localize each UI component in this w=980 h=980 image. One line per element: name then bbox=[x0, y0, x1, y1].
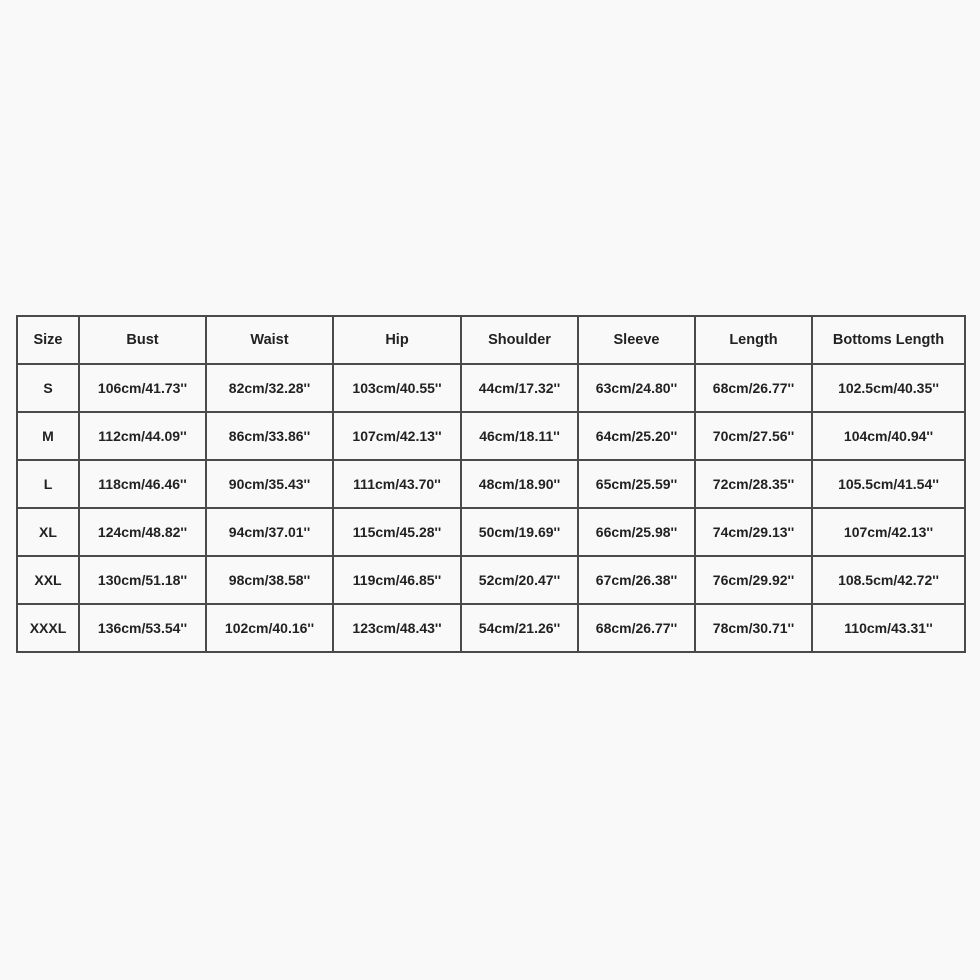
header-cell-length: Length bbox=[695, 316, 812, 364]
header-cell-bust: Bust bbox=[79, 316, 206, 364]
size-cell: XL bbox=[17, 508, 79, 556]
hip-cell: 111cm/43.70'' bbox=[333, 460, 461, 508]
hip-cell: 115cm/45.28'' bbox=[333, 508, 461, 556]
bottoms-length-cell: 105.5cm/41.54'' bbox=[812, 460, 965, 508]
size-cell: L bbox=[17, 460, 79, 508]
header-cell-hip: Hip bbox=[333, 316, 461, 364]
header-cell-waist: Waist bbox=[206, 316, 333, 364]
waist-cell: 82cm/32.28'' bbox=[206, 364, 333, 412]
waist-cell: 98cm/38.58'' bbox=[206, 556, 333, 604]
bust-cell: 106cm/41.73'' bbox=[79, 364, 206, 412]
length-cell: 70cm/27.56'' bbox=[695, 412, 812, 460]
sleeve-cell: 68cm/26.77'' bbox=[578, 604, 695, 652]
length-cell: 74cm/29.13'' bbox=[695, 508, 812, 556]
size-cell: S bbox=[17, 364, 79, 412]
length-cell: 76cm/29.92'' bbox=[695, 556, 812, 604]
bust-cell: 124cm/48.82'' bbox=[79, 508, 206, 556]
hip-cell: 119cm/46.85'' bbox=[333, 556, 461, 604]
header-cell-sleeve: Sleeve bbox=[578, 316, 695, 364]
size-cell: XXL bbox=[17, 556, 79, 604]
size-chart-table bbox=[16, 315, 966, 653]
shoulder-cell: 54cm/21.26'' bbox=[461, 604, 578, 652]
shoulder-cell: 46cm/18.11'' bbox=[461, 412, 578, 460]
table-row bbox=[17, 508, 965, 556]
waist-cell: 90cm/35.43'' bbox=[206, 460, 333, 508]
bottoms-length-cell: 107cm/42.13'' bbox=[812, 508, 965, 556]
table-row bbox=[17, 556, 965, 604]
bottoms-length-cell: 108.5cm/42.72'' bbox=[812, 556, 965, 604]
size-cell: XXXL bbox=[17, 604, 79, 652]
bottoms-length-cell: 102.5cm/40.35'' bbox=[812, 364, 965, 412]
hip-cell: 107cm/42.13'' bbox=[333, 412, 461, 460]
length-cell: 72cm/28.35'' bbox=[695, 460, 812, 508]
table-header-row bbox=[17, 316, 965, 364]
sleeve-cell: 64cm/25.20'' bbox=[578, 412, 695, 460]
table-row bbox=[17, 364, 965, 412]
shoulder-cell: 44cm/17.32'' bbox=[461, 364, 578, 412]
bottoms-length-cell: 104cm/40.94'' bbox=[812, 412, 965, 460]
table-row bbox=[17, 604, 965, 652]
waist-cell: 94cm/37.01'' bbox=[206, 508, 333, 556]
bust-cell: 136cm/53.54'' bbox=[79, 604, 206, 652]
length-cell: 68cm/26.77'' bbox=[695, 364, 812, 412]
bottoms-length-cell: 110cm/43.31'' bbox=[812, 604, 965, 652]
table-row bbox=[17, 460, 965, 508]
sleeve-cell: 66cm/25.98'' bbox=[578, 508, 695, 556]
header-cell-bottoms-length: Bottoms Length bbox=[812, 316, 965, 364]
bust-cell: 118cm/46.46'' bbox=[79, 460, 206, 508]
hip-cell: 103cm/40.55'' bbox=[333, 364, 461, 412]
shoulder-cell: 48cm/18.90'' bbox=[461, 460, 578, 508]
header-cell-size: Size bbox=[17, 316, 79, 364]
bust-cell: 112cm/44.09'' bbox=[79, 412, 206, 460]
sleeve-cell: 63cm/24.80'' bbox=[578, 364, 695, 412]
length-cell: 78cm/30.71'' bbox=[695, 604, 812, 652]
shoulder-cell: 50cm/19.69'' bbox=[461, 508, 578, 556]
sleeve-cell: 65cm/25.59'' bbox=[578, 460, 695, 508]
waist-cell: 102cm/40.16'' bbox=[206, 604, 333, 652]
sleeve-cell: 67cm/26.38'' bbox=[578, 556, 695, 604]
header-cell-shoulder: Shoulder bbox=[461, 316, 578, 364]
hip-cell: 123cm/48.43'' bbox=[333, 604, 461, 652]
waist-cell: 86cm/33.86'' bbox=[206, 412, 333, 460]
shoulder-cell: 52cm/20.47'' bbox=[461, 556, 578, 604]
size-cell: M bbox=[17, 412, 79, 460]
bust-cell: 130cm/51.18'' bbox=[79, 556, 206, 604]
table-row bbox=[17, 412, 965, 460]
